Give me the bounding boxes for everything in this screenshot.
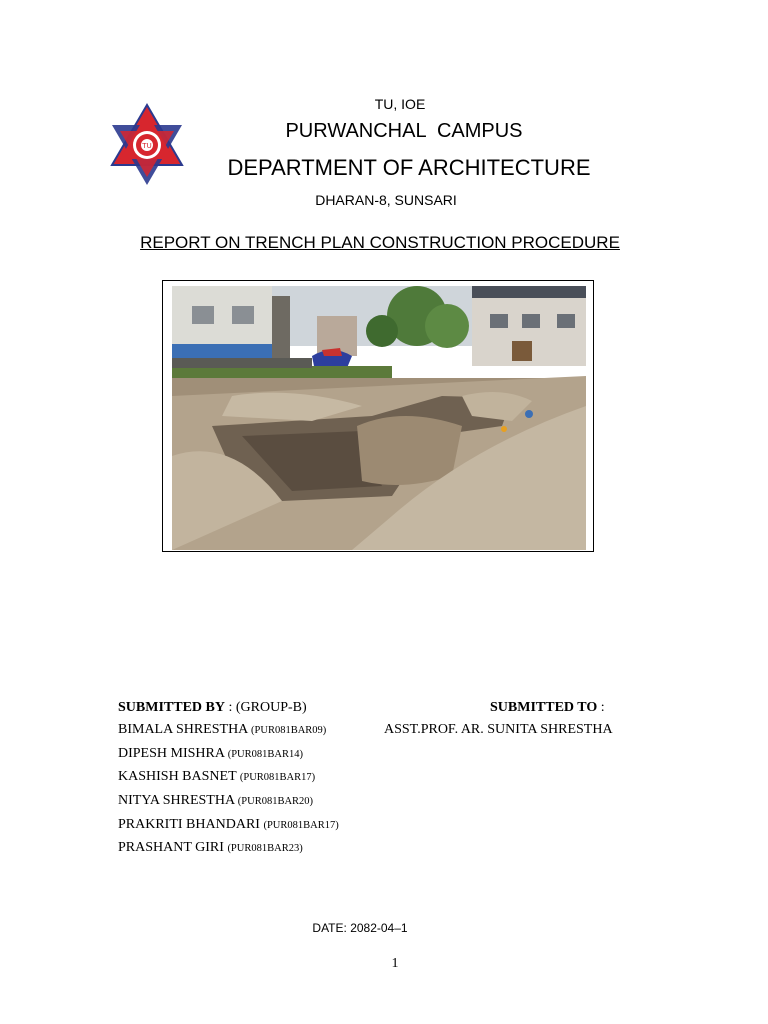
member-id: (PUR081BAR14) — [227, 749, 303, 760]
report-title: REPORT ON TRENCH PLAN CONSTRUCTION PROCEDURE — [140, 233, 620, 252]
member-name: PRASHANT GIRI — [118, 840, 228, 855]
campus-name: PURWANCHAL CAMPUS — [285, 120, 523, 142]
member-id: (PUR081BAR17) — [263, 820, 339, 831]
member-row — [118, 793, 313, 809]
report-date: DATE: 2082-04–1 — [312, 921, 408, 935]
member-id: (PUR081BAR09) — [251, 725, 327, 736]
photo-frame — [162, 280, 594, 552]
svg-text:TU: TU — [142, 142, 152, 150]
member-name: DIPESH MISHRA — [118, 746, 228, 761]
member-name: BIMALA SHRESTHA — [118, 722, 252, 737]
submitted-by-heading — [118, 700, 307, 716]
member-id: (PUR081BAR17) — [239, 772, 316, 783]
department-name: DEPARTMENT OF ARCHITECTURE — [227, 155, 591, 180]
member-row — [118, 840, 303, 856]
member-name: NITYA SHRESTHA — [118, 793, 238, 808]
member-name: PRAKRITI BHANDARI — [118, 817, 264, 832]
university-logo — [110, 103, 184, 187]
group-label: : (GROUP-B) — [224, 700, 307, 715]
member-row — [118, 817, 339, 833]
member-id: (PUR081BAR20) — [237, 796, 314, 807]
submitted-to-heading — [490, 700, 605, 716]
member-row — [118, 746, 303, 762]
member-id: (PUR081BAR23) — [227, 843, 303, 854]
recipient-name: ASST.PROF. AR. SUNITA SHRESTHA — [384, 722, 613, 737]
submitted-to-colon: : — [597, 700, 605, 715]
address: DHARAN-8, SUNSARI — [315, 192, 457, 208]
submitted-to-label: SUBMITTED TO — [490, 700, 598, 715]
page-number: 1 — [391, 956, 399, 971]
university-name: TU, IOE — [374, 96, 426, 112]
trench-photo — [172, 286, 586, 550]
member-name: KASHISH BASNET — [118, 769, 240, 784]
member-row — [118, 769, 315, 785]
submitted-by-label: SUBMITTED BY — [118, 700, 225, 715]
member-row — [118, 722, 326, 738]
